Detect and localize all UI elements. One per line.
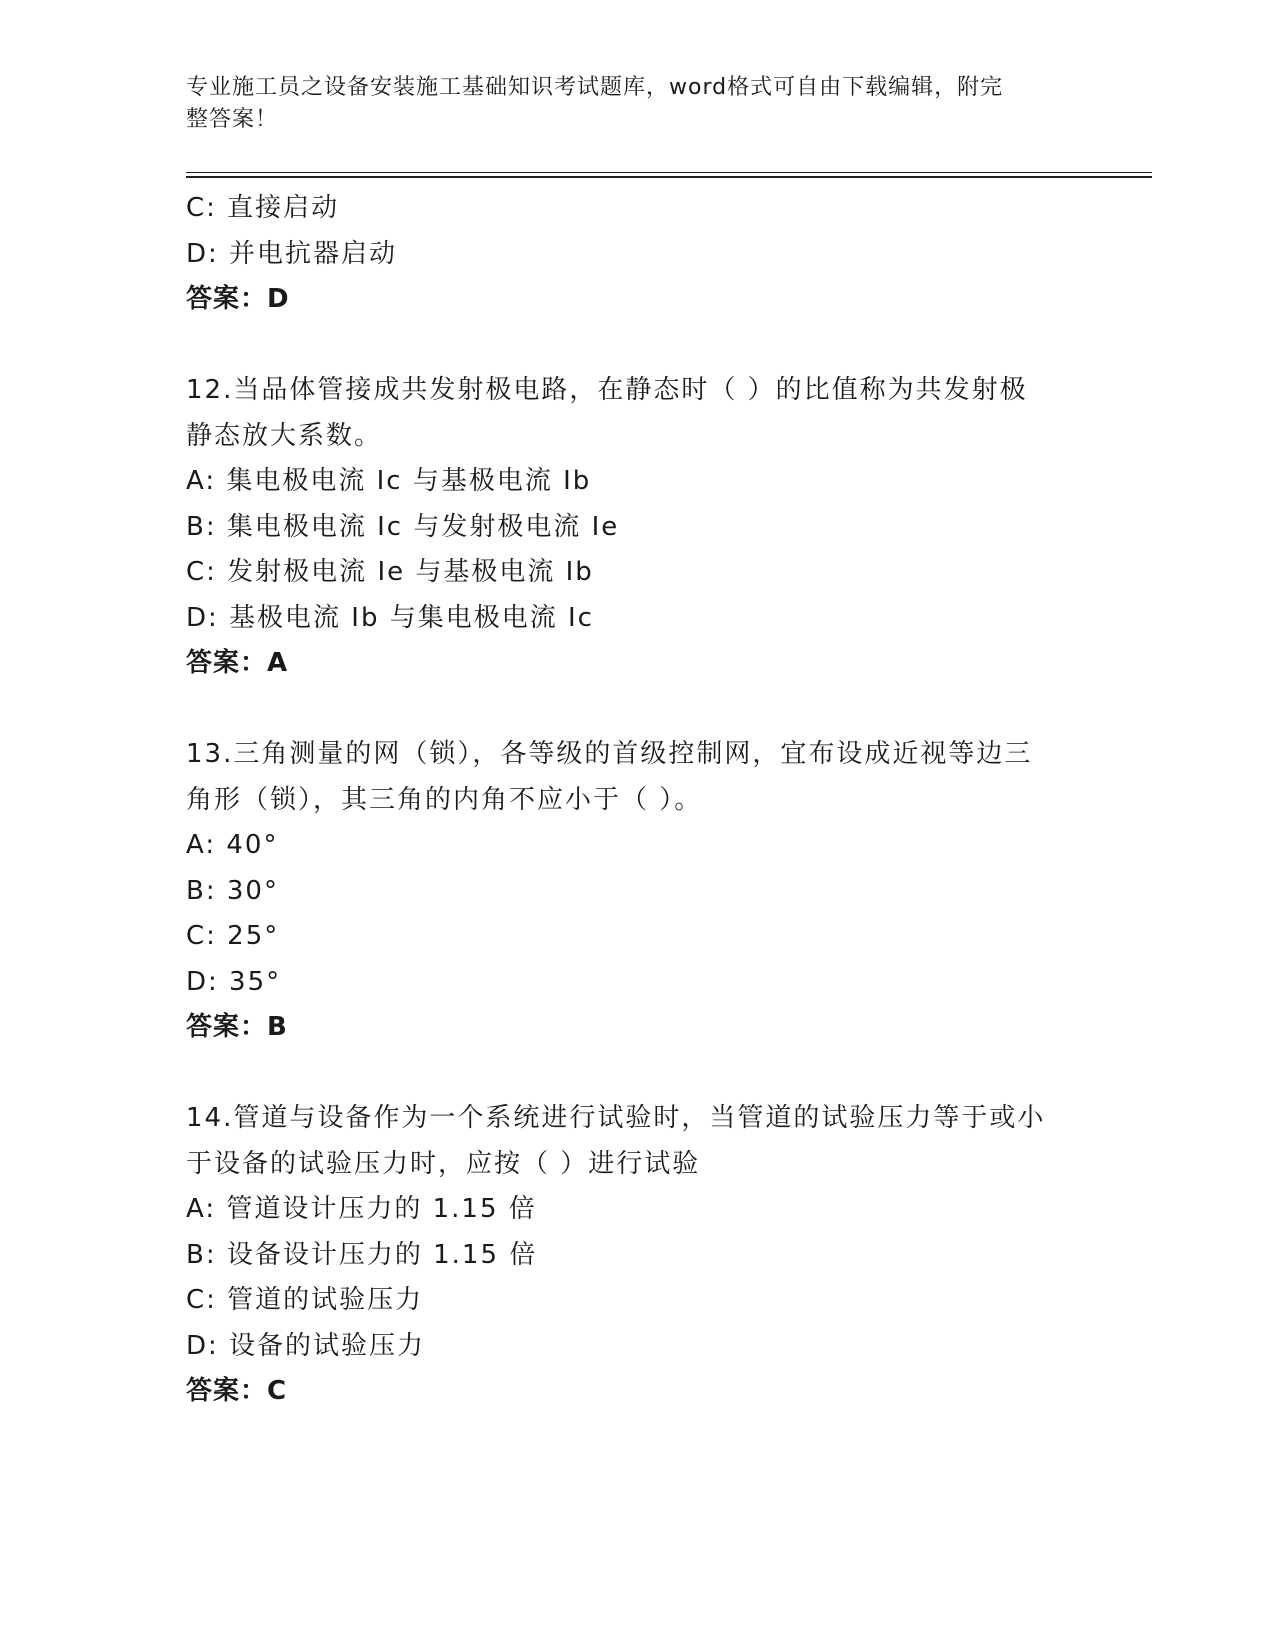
question-14 — [186, 1096, 1086, 1415]
q13-stem-line-1: 13.三角测量的网（锁），各等级的首级控制网，宜布设成近视等边三 — [186, 739, 1033, 769]
q13-stem-line-2: 角形（锁），其三角的内角不应小于（ ）。 — [186, 784, 703, 815]
header-divider-top — [186, 172, 1152, 173]
q13-option-c: C: 25° — [186, 921, 280, 951]
q12-stem-line-2: 静态放大系数。 — [186, 420, 383, 451]
q12-stem-line-1: 12.当品体管接成共发射极电路，在静态时（ ）的比值称为共发射极 — [186, 375, 1028, 405]
q12-option-b: B: 集电极电流 Ic 与发射极电流 Ie — [186, 511, 620, 542]
question-13 — [186, 732, 1086, 1051]
q14-stem-line-1: 14.管道与设备作为一个系统进行试验时，当管道的试验压力等于或小 — [186, 1103, 1046, 1133]
q11-answer: 答案：D — [186, 284, 290, 314]
header-title-line-2: 整答案！ — [186, 107, 279, 132]
spacer — [186, 1051, 1086, 1097]
q14-answer: 答案：C — [186, 1376, 288, 1406]
question-11-tail — [186, 186, 1086, 323]
q12-option-a: A: 集电极电流 Ic 与基极电流 Ib — [186, 466, 592, 496]
q12-answer: 答案：A — [186, 648, 289, 678]
header-divider-bottom — [186, 176, 1152, 178]
q13-option-b: B: 30° — [186, 875, 279, 906]
q11-option-c: C: 直接启动 — [186, 193, 340, 223]
header-title-line-1: 专业施工员之设备安装施工基础知识考试题库，word格式可自由下载编辑，附完 — [186, 75, 1004, 100]
q13-option-d: D: 35° — [186, 966, 282, 997]
q14-option-d: D: 设备的试验压力 — [186, 1330, 426, 1361]
question-content — [186, 186, 1086, 1415]
document-header — [186, 72, 1066, 136]
question-12 — [186, 368, 1086, 687]
q12-option-c: C: 发射极电流 Ie 与基极电流 Ib — [186, 557, 594, 587]
q13-answer: 答案：B — [186, 1012, 288, 1042]
spacer — [186, 323, 1086, 369]
q14-option-b: B: 设备设计压力的 1.15 倍 — [186, 1239, 538, 1270]
q12-option-d: D: 基极电流 Ib 与集电极电流 Ic — [186, 602, 594, 633]
q13-option-a: A: 40° — [186, 830, 279, 860]
q14-option-c: C: 管道的试验压力 — [186, 1285, 424, 1315]
q14-option-a: A: 管道设计压力的 1.15 倍 — [186, 1194, 537, 1224]
q11-option-d: D: 并电抗器启动 — [186, 238, 398, 269]
spacer — [186, 687, 1086, 733]
q14-stem-line-2: 于设备的试验压力时，应按（ ）进行试验 — [186, 1148, 701, 1179]
